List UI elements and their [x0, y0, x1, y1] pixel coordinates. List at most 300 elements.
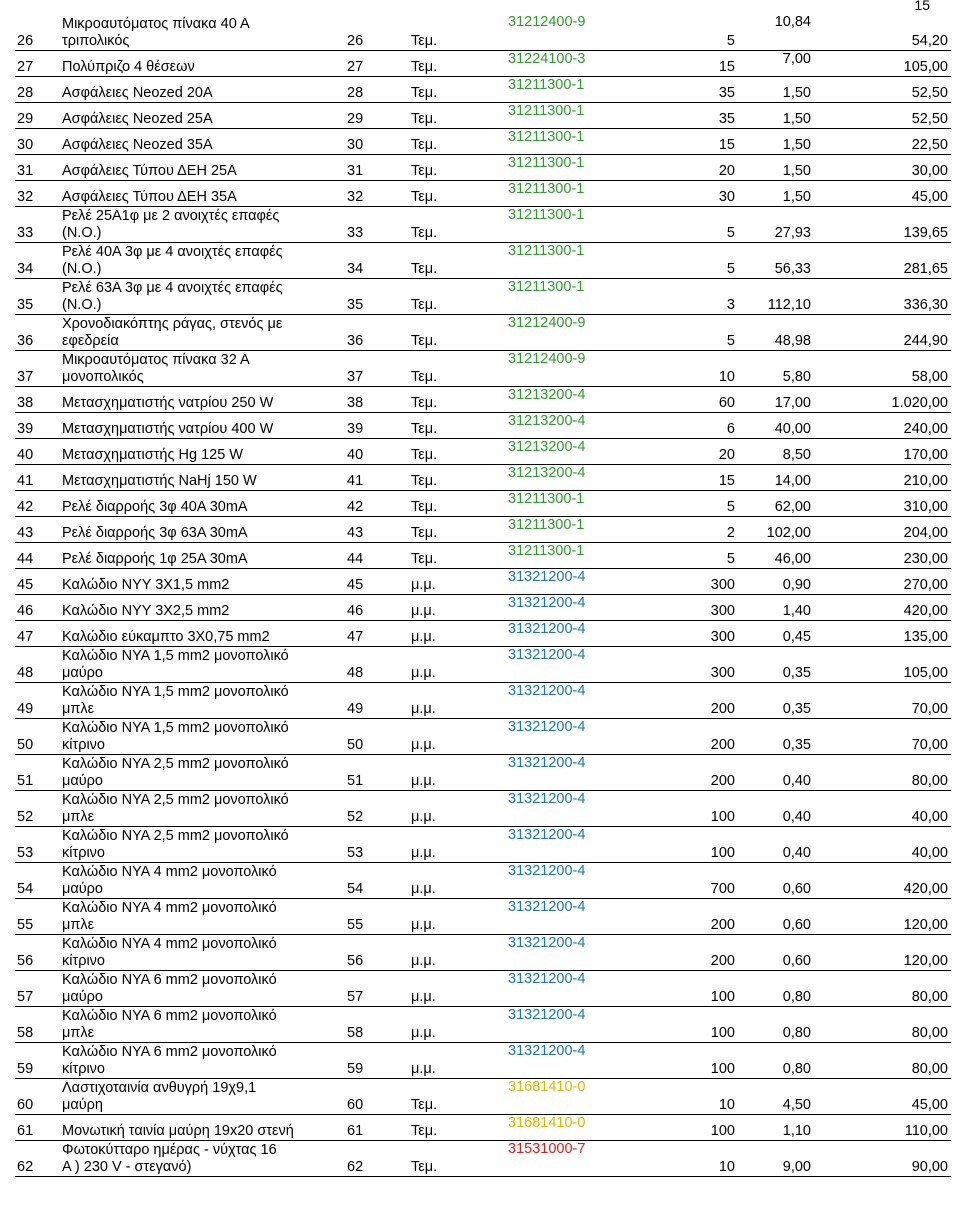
item-unit: Τεμ. [409, 242, 504, 278]
item-number: 37 [15, 350, 60, 386]
item-total: 230,00 [817, 542, 951, 568]
cpv-code: 31681410-0 [504, 1078, 649, 1114]
items-table [15, 14, 951, 1177]
item-total: 310,00 [817, 490, 951, 516]
item-quantity: 100 [649, 826, 735, 862]
item-quantity: 30 [649, 180, 735, 206]
table-row [15, 516, 951, 542]
item-unit-price: 46,00 [735, 542, 817, 568]
item-unit: μ.μ. [409, 826, 504, 862]
item-description [60, 278, 345, 314]
cpv-code: 31212400-9 [504, 14, 649, 50]
item-quantity: 200 [649, 934, 735, 970]
item-reference: 28 [345, 76, 409, 102]
item-reference: 58 [345, 1006, 409, 1042]
table-row [15, 620, 951, 646]
item-reference: 54 [345, 862, 409, 898]
item-description-line: κίτρινο [62, 736, 105, 753]
item-unit: μ.μ. [409, 568, 504, 594]
item-reference: 43 [345, 516, 409, 542]
item-reference: 44 [345, 542, 409, 568]
item-unit-price: 0,60 [735, 862, 817, 898]
item-description [60, 14, 345, 50]
item-total: 110,00 [817, 1114, 951, 1140]
item-unit-price: 14,00 [735, 464, 817, 490]
cpv-code: 31321200-4 [504, 682, 649, 718]
item-unit: μ.μ. [409, 682, 504, 718]
cpv-code: 31211300-1 [504, 516, 649, 542]
item-description-line: (Ν.Ο.) [62, 296, 102, 313]
cpv-code: 31321200-4 [504, 826, 649, 862]
item-reference: 48 [345, 646, 409, 682]
item-description [60, 826, 345, 862]
item-unit-price: 17,00 [735, 386, 817, 412]
item-quantity: 200 [649, 898, 735, 934]
cpv-code: 31213200-4 [504, 464, 649, 490]
item-description-line: Καλώδιο NYA 4 mm2 μονοπολικό [62, 863, 277, 880]
item-unit-price: 0,40 [735, 754, 817, 790]
item-number: 48 [15, 646, 60, 682]
item-description-line: μπλε [62, 916, 95, 933]
item-number: 44 [15, 542, 60, 568]
item-unit: Τεμ. [409, 386, 504, 412]
item-reference: 53 [345, 826, 409, 862]
cpv-code: 31211300-1 [504, 242, 649, 278]
cpv-code: 31212400-9 [504, 314, 649, 350]
item-quantity: 5 [649, 14, 735, 50]
item-unit: μ.μ. [409, 934, 504, 970]
item-quantity: 60 [649, 386, 735, 412]
item-unit-price: 40,00 [735, 412, 817, 438]
table-row [15, 682, 951, 718]
item-description-line: Καλώδιο NYA 2,5 mm2 μονοπολικό [62, 791, 289, 808]
item-description-line: Μετασχηματιστής NaHj 150 W [62, 472, 257, 489]
item-reference: 61 [345, 1114, 409, 1140]
item-description-line: Ασφάλειες Τύπου ΔΕΗ 35Α [62, 188, 237, 205]
item-reference: 35 [345, 278, 409, 314]
table-row [15, 50, 951, 76]
item-description-line: εφεδρεία [62, 332, 119, 349]
item-unit-price: 1,50 [735, 102, 817, 128]
item-quantity: 15 [649, 50, 735, 76]
cpv-code: 31531000-7 [504, 1140, 649, 1176]
item-number: 38 [15, 386, 60, 412]
item-description [60, 646, 345, 682]
item-total: 240,00 [817, 412, 951, 438]
item-total: 281,65 [817, 242, 951, 278]
item-description-line: (Ν.Ο.) [62, 224, 102, 241]
item-total: 54,20 [817, 14, 951, 50]
item-unit-price: 7,00 [735, 50, 817, 76]
item-quantity: 35 [649, 76, 735, 102]
item-description-line: Μετασχηματιστής νατρίου 250 W [62, 394, 274, 411]
item-unit: Τεμ. [409, 1140, 504, 1176]
item-description [60, 102, 345, 128]
item-total: 58,00 [817, 350, 951, 386]
item-unit: Τεμ. [409, 76, 504, 102]
item-unit-price: 0,80 [735, 1042, 817, 1078]
item-description-line: Ασφάλειες Neozed 35A [62, 136, 213, 153]
item-description-line: Ρελέ διαρροής 3φ 40Α 30mA [62, 498, 248, 515]
table-row [15, 154, 951, 180]
cpv-code: 31321200-4 [504, 934, 649, 970]
table-row [15, 898, 951, 934]
item-total: 244,90 [817, 314, 951, 350]
item-unit: Τεμ. [409, 14, 504, 50]
cpv-code: 31211300-1 [504, 102, 649, 128]
item-unit: Τεμ. [409, 490, 504, 516]
item-unit-price: 0,35 [735, 646, 817, 682]
table-row [15, 180, 951, 206]
table-row [15, 464, 951, 490]
table-row [15, 646, 951, 682]
item-quantity: 300 [649, 568, 735, 594]
item-unit-price: 112,10 [735, 278, 817, 314]
item-description-line: Ασφάλειες Τύπου ΔΕΗ 25Α [62, 162, 237, 179]
table-row [15, 386, 951, 412]
item-quantity: 15 [649, 128, 735, 154]
cpv-code: 31211300-1 [504, 128, 649, 154]
item-reference: 39 [345, 412, 409, 438]
cpv-code: 31211300-1 [504, 154, 649, 180]
item-number: 46 [15, 594, 60, 620]
table-row [15, 970, 951, 1006]
item-total: 45,00 [817, 180, 951, 206]
item-reference: 47 [345, 620, 409, 646]
item-number: 31 [15, 154, 60, 180]
item-unit: Τεμ. [409, 50, 504, 76]
item-description [60, 1078, 345, 1114]
item-description [60, 350, 345, 386]
item-number: 27 [15, 50, 60, 76]
item-description [60, 754, 345, 790]
item-description [60, 438, 345, 464]
item-unit: Τεμ. [409, 412, 504, 438]
item-reference: 40 [345, 438, 409, 464]
item-description [60, 180, 345, 206]
item-unit-price: 9,00 [735, 1140, 817, 1176]
item-unit-price: 0,35 [735, 718, 817, 754]
item-description-line: Α ) 230 V - στεγανό) [62, 1158, 192, 1175]
item-unit-price: 8,50 [735, 438, 817, 464]
item-number: 26 [15, 14, 60, 50]
item-description [60, 314, 345, 350]
item-description-line: Καλώδιο NYY 3X2,5 mm2 [62, 602, 230, 619]
item-number: 53 [15, 826, 60, 862]
item-unit: μ.μ. [409, 1042, 504, 1078]
cpv-code: 31211300-1 [504, 542, 649, 568]
item-description-line: Καλώδιο NYA 6 mm2 μονοπολικό [62, 1043, 277, 1060]
item-quantity: 5 [649, 242, 735, 278]
item-reference: 27 [345, 50, 409, 76]
item-number: 39 [15, 412, 60, 438]
item-unit-price: 62,00 [735, 490, 817, 516]
cpv-code: 31211300-1 [504, 490, 649, 516]
item-total: 80,00 [817, 1006, 951, 1042]
item-description-line: Λαστιχοταινία ανθυγρή 19χ9,1 [62, 1079, 257, 1096]
item-description-line: Μικροαυτόματος πίνακα 32 Α [62, 351, 250, 368]
item-description-line: Καλώδιο NYA 4 mm2 μονοπολικό [62, 935, 277, 952]
item-description-line: κίτρινο [62, 952, 105, 969]
item-number: 45 [15, 568, 60, 594]
item-description [60, 898, 345, 934]
item-description [60, 1006, 345, 1042]
cpv-code: 31321200-4 [504, 718, 649, 754]
cpv-code: 31321200-4 [504, 620, 649, 646]
item-reference: 26 [345, 14, 409, 50]
item-total: 40,00 [817, 790, 951, 826]
item-unit-price: 0,80 [735, 970, 817, 1006]
item-reference: 60 [345, 1078, 409, 1114]
item-reference: 55 [345, 898, 409, 934]
item-unit: Τεμ. [409, 128, 504, 154]
item-quantity: 5 [649, 206, 735, 242]
item-unit-price: 5,80 [735, 350, 817, 386]
item-number: 49 [15, 682, 60, 718]
item-description-line: μπλε [62, 1024, 95, 1041]
item-description-line: Καλώδιο NYA 1,5 mm2 μονοπολικό [62, 719, 289, 736]
item-reference: 52 [345, 790, 409, 826]
table-row [15, 934, 951, 970]
item-quantity: 10 [649, 1078, 735, 1114]
item-reference: 37 [345, 350, 409, 386]
item-unit-price: 1,50 [735, 154, 817, 180]
item-description-line: Φωτοκύτταρο ημέρας - νύχτας 16 [62, 1141, 277, 1158]
item-description-line: μαύρη [62, 1096, 103, 1113]
item-quantity: 20 [649, 154, 735, 180]
item-unit: Τεμ. [409, 278, 504, 314]
table-row [15, 1006, 951, 1042]
item-quantity: 300 [649, 646, 735, 682]
item-description [60, 1140, 345, 1176]
item-quantity: 3 [649, 278, 735, 314]
item-unit: Τεμ. [409, 102, 504, 128]
item-description [60, 464, 345, 490]
item-reference: 36 [345, 314, 409, 350]
item-unit: Τεμ. [409, 154, 504, 180]
item-description-line: κίτρινο [62, 1060, 105, 1077]
item-number: 43 [15, 516, 60, 542]
item-total: 80,00 [817, 1042, 951, 1078]
table-row [15, 314, 951, 350]
item-quantity: 200 [649, 718, 735, 754]
item-reference: 32 [345, 180, 409, 206]
item-unit: μ.μ. [409, 594, 504, 620]
cpv-code: 31321200-4 [504, 970, 649, 1006]
item-quantity: 20 [649, 438, 735, 464]
item-description-line: μαύρο [62, 664, 103, 681]
item-quantity: 35 [649, 102, 735, 128]
item-description-line: Χρονοδιακόπτης ράγας, στενός με [62, 315, 283, 332]
item-unit-price: 0,40 [735, 826, 817, 862]
item-description-line: Καλώδιο εύκαμπτο 3Χ0,75 mm2 [62, 628, 270, 645]
table-row [15, 242, 951, 278]
item-description-line: Καλώδιο NYA 1,5 mm2 μονοπολικό [62, 683, 289, 700]
item-total: 80,00 [817, 754, 951, 790]
table-row [15, 278, 951, 314]
item-description [60, 1114, 345, 1140]
cpv-code: 31211300-1 [504, 206, 649, 242]
item-unit: μ.μ. [409, 754, 504, 790]
item-description-line: μαύρο [62, 988, 103, 1005]
item-quantity: 100 [649, 970, 735, 1006]
item-unit: Τεμ. [409, 350, 504, 386]
cpv-code: 31211300-1 [504, 278, 649, 314]
item-unit-price: 0,40 [735, 790, 817, 826]
table-row [15, 102, 951, 128]
item-unit: μ.μ. [409, 790, 504, 826]
item-number: 58 [15, 1006, 60, 1042]
item-total: 139,65 [817, 206, 951, 242]
table-row [15, 718, 951, 754]
item-unit-price: 1,50 [735, 128, 817, 154]
item-quantity: 6 [649, 412, 735, 438]
cpv-code: 31211300-1 [504, 76, 649, 102]
item-number: 62 [15, 1140, 60, 1176]
item-total: 30,00 [817, 154, 951, 180]
item-unit: Τεμ. [409, 1078, 504, 1114]
item-description-line: Καλώδιο NYA 1,5 mm2 μονοπολικό [62, 647, 289, 664]
item-description [60, 970, 345, 1006]
item-description [60, 76, 345, 102]
item-unit-price: 1,10 [735, 1114, 817, 1140]
item-number: 47 [15, 620, 60, 646]
item-quantity: 300 [649, 594, 735, 620]
item-reference: 38 [345, 386, 409, 412]
item-unit: μ.μ. [409, 620, 504, 646]
cpv-code: 31213200-4 [504, 386, 649, 412]
table-row [15, 412, 951, 438]
item-total: 210,00 [817, 464, 951, 490]
page-number: 15 [914, 0, 930, 13]
item-reference: 59 [345, 1042, 409, 1078]
item-unit: Τεμ. [409, 542, 504, 568]
item-total: 22,50 [817, 128, 951, 154]
item-description-line: Καλώδιο NYY 3X1,5 mm2 [62, 576, 230, 593]
item-description [60, 862, 345, 898]
item-description-line: Καλώδιο NYA 4 mm2 μονοπολικό [62, 899, 277, 916]
item-description [60, 206, 345, 242]
table-row [15, 1078, 951, 1114]
table-row [15, 754, 951, 790]
cpv-code: 31321200-4 [504, 790, 649, 826]
table-row [15, 206, 951, 242]
item-unit: μ.μ. [409, 718, 504, 754]
item-total: 90,00 [817, 1140, 951, 1176]
item-description [60, 568, 345, 594]
item-description-line: Ρελέ 40Α 3φ με 4 ανοιχτές επαφές [62, 243, 283, 260]
item-total: 204,00 [817, 516, 951, 542]
item-description [60, 1042, 345, 1078]
item-reference: 50 [345, 718, 409, 754]
table-row [15, 128, 951, 154]
item-unit-price: 4,50 [735, 1078, 817, 1114]
item-quantity: 10 [649, 350, 735, 386]
item-total: 70,00 [817, 718, 951, 754]
item-quantity: 15 [649, 464, 735, 490]
item-number: 30 [15, 128, 60, 154]
item-quantity: 100 [649, 1114, 735, 1140]
item-unit: μ.μ. [409, 646, 504, 682]
table-row [15, 790, 951, 826]
item-quantity: 10 [649, 1140, 735, 1176]
item-reference: 41 [345, 464, 409, 490]
item-description [60, 128, 345, 154]
item-quantity: 2 [649, 516, 735, 542]
item-unit: Τεμ. [409, 180, 504, 206]
item-reference: 29 [345, 102, 409, 128]
item-number: 50 [15, 718, 60, 754]
item-number: 33 [15, 206, 60, 242]
item-total: 120,00 [817, 934, 951, 970]
item-description-line: Μετασχηματιστής Hg 125 W [62, 446, 243, 463]
item-quantity: 5 [649, 314, 735, 350]
item-unit-price: 48,98 [735, 314, 817, 350]
item-description-line: μπλε [62, 700, 95, 717]
item-description-line: Καλώδιο NYA 6 mm2 μονοπολικό [62, 1007, 277, 1024]
cpv-code: 31321200-4 [504, 1006, 649, 1042]
item-total: 52,50 [817, 102, 951, 128]
item-description [60, 490, 345, 516]
item-description-line: (Ν.Ο.) [62, 260, 102, 277]
item-unit-price: 1,40 [735, 594, 817, 620]
item-description-line: Ασφάλειες Neozed 25A [62, 110, 213, 127]
item-description [60, 542, 345, 568]
item-unit-price: 27,93 [735, 206, 817, 242]
item-quantity: 300 [649, 620, 735, 646]
item-unit-price: 0,45 [735, 620, 817, 646]
item-unit: μ.μ. [409, 1006, 504, 1042]
item-description-line: Ρελέ διαρροής 1φ 25Α 30mA [62, 550, 248, 567]
item-description-line: Μετασχηματιστής νατρίου 400 W [62, 420, 274, 437]
item-quantity: 700 [649, 862, 735, 898]
item-total: 135,00 [817, 620, 951, 646]
item-reference: 51 [345, 754, 409, 790]
item-unit: Τεμ. [409, 516, 504, 542]
item-total: 105,00 [817, 646, 951, 682]
item-number: 52 [15, 790, 60, 826]
item-unit-price: 0,60 [735, 898, 817, 934]
item-reference: 42 [345, 490, 409, 516]
cpv-code: 31211300-1 [504, 180, 649, 206]
item-number: 29 [15, 102, 60, 128]
item-description [60, 516, 345, 542]
cpv-code: 31321200-4 [504, 898, 649, 934]
item-total: 52,50 [817, 76, 951, 102]
item-description [60, 594, 345, 620]
items-table-body [15, 14, 951, 1176]
item-description-line: τριπολικός [62, 32, 130, 49]
item-number: 56 [15, 934, 60, 970]
item-description-line: κίτρινο [62, 844, 105, 861]
item-description-line: μπλε [62, 808, 95, 825]
item-total: 40,00 [817, 826, 951, 862]
item-quantity: 200 [649, 754, 735, 790]
table-row [15, 568, 951, 594]
item-number: 55 [15, 898, 60, 934]
table-row [15, 826, 951, 862]
cpv-code: 31321200-4 [504, 1042, 649, 1078]
item-description [60, 412, 345, 438]
item-reference: 33 [345, 206, 409, 242]
item-description-line: Καλώδιο NYA 6 mm2 μονοπολικό [62, 971, 277, 988]
item-description [60, 620, 345, 646]
item-description-line: Ασφάλειες Neozed 20A [62, 84, 213, 101]
table-row [15, 438, 951, 464]
item-number: 61 [15, 1114, 60, 1140]
item-number: 28 [15, 76, 60, 102]
item-description-line: Μικροαυτόματος πίνακα 40 Α [62, 15, 250, 32]
